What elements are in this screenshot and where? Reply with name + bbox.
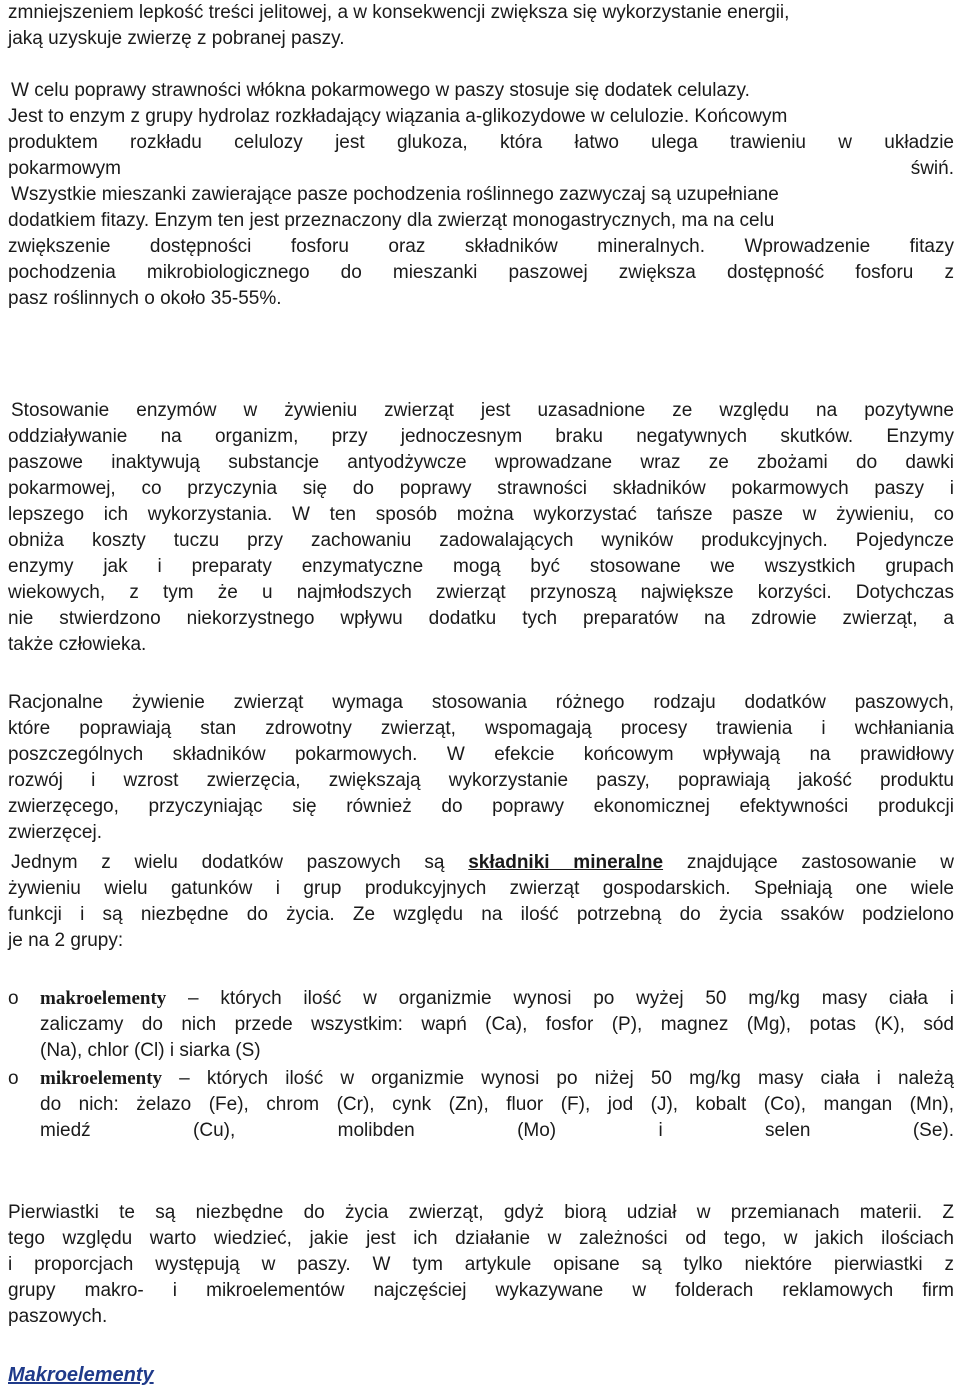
text-line: pokarmowym świń. (8, 158, 954, 179)
text-line: zaliczamy do nich przede wszystkim: wapń (Ca), fosfor (P), magnez (Mg), potas (K), sód (40, 1014, 954, 1035)
text-line: produktem rozkładu celulozy jest glukoza, która łatwo ulega trawieniu w układzie (8, 132, 954, 153)
text-line: Pierwiastki te są niezbędne do życia zwierząt, gdyż biorą udział w przemianach materii. Z (8, 1202, 954, 1223)
text-line: W celu poprawy strawności włókna pokarmowego w paszy stosuje się dodatek celulazy. (11, 80, 750, 101)
text-line: oddziaływanie na organizm, przy jednoczesnym braku negatywnych skutków. Enzymy (8, 426, 954, 447)
text-line: tego względu warto wiedzieć, jakie jest ich działanie w zależności od tego, w jakich ilościach (8, 1228, 954, 1249)
text-line: zwierzęcej. (8, 822, 102, 843)
list-bullet: o (8, 1068, 19, 1089)
text-line (11, 850, 954, 876)
text-line: jaką uzyskuje zwierzę z pobranej paszy. (8, 28, 345, 49)
text-line (40, 1066, 954, 1092)
text-line: które poprawiają stan zdrowotny zwierząt, wspomagają procesy trawienia i wchłaniania (8, 718, 954, 739)
text-line: enzymy jak i preparaty enzymatyczne mogą być stosowane we wszystkich grupach (8, 556, 954, 577)
text-line: Jest to enzym z grupy hydrolaz rozkładający wiązania a-glikozydowe w celulozie. Końcowym (8, 106, 788, 127)
text-run: znajdujące zastosowanie w (663, 852, 955, 873)
text-line: pokarmowej, co przyczynia się do poprawy strawności składników pokarmowych paszy i (8, 478, 954, 499)
text-run: – których ilość w organizmie wynosi po niżej 50 mg/kg masy ciała i należą (162, 1068, 954, 1089)
text-line: obniża koszty tuczu przy zachowaniu zadowalających wyników produkcyjnych. Pojedyncze (8, 530, 954, 551)
text-run: – których ilość w organizmie wynosi po wyżej 50 mg/kg masy ciała i (166, 988, 954, 1009)
text-line: (Na), chlor (Cl) i siarka (S) (40, 1040, 261, 1061)
text-line: Racjonalne żywienie zwierząt wymaga stosowania różnego rodzaju dodatków paszowych, (8, 692, 954, 713)
text-line: zwiększenie dostępności fosforu oraz składników mineralnych. Wprowadzenie fitazy (8, 236, 954, 257)
text-line: Wszystkie mieszanki zawierające pasze pochodzenia roślinnego zazwyczaj są uzupełniane (11, 184, 779, 205)
text-line (40, 986, 954, 1012)
text-line: pochodzenia mikrobiologicznego do mieszanki paszowej zwiększa dostępność fosforu z (8, 262, 954, 283)
text-line: wiekowych, z tym że u najmłodszych zwierząt przynoszą największe korzyści. Dotychczas (8, 582, 954, 603)
text-line: pasz roślinnych o około 35-55%. (8, 288, 282, 309)
text-line: i proporcjach występują w paszy. W tym artykule opisane są tylko niektóre pierwiastki z (8, 1254, 954, 1275)
text-line: lepszego ich wykorzystania. W ten sposób można wykorzystać tańsze pasze w żywieniu, co (8, 504, 954, 525)
term-makroelementy: makroelementy (40, 988, 167, 1009)
text-line: funkcji i są niezbędne do życia. Ze względu na ilość potrzebną do życia ssaków podzielono (8, 904, 954, 925)
text-line: także człowieka. (8, 634, 147, 655)
section-heading: Makroelementy (8, 1364, 154, 1386)
text-line: zmniejszeniem lepkość treści jelitowej, a w konsekwencji zwiększa się wykorzystanie energii, (8, 2, 790, 23)
text-line: miedź (Cu), molibden (Mo) i selen (Se). (40, 1120, 954, 1141)
text-line: dodatkiem fitazy. Enzym ten jest przeznaczony dla zwierząt monogastrycznych, ma na celu (8, 210, 775, 231)
list-bullet: o (8, 988, 19, 1009)
text-line: grupy makro- i mikroelementów najczęściej wykazywane w folderach reklamowych firm (8, 1280, 954, 1301)
text-line: żywieniu wielu gatunków i grup produkcyjnych zwierząt gospodarskich. Spełniają one wiele (8, 878, 954, 899)
term-mikroelementy: mikroelementy (40, 1068, 163, 1089)
emphasis-mineral: składniki mineralne (468, 852, 664, 873)
text-line: Stosowanie enzymów w żywieniu zwierząt jest uzasadnione ze względu na pozytywne (11, 400, 954, 421)
text-line: do nich: żelazo (Fe), chrom (Cr), cynk (Zn), fluor (F), jod (J), kobalt (Co), mangan (Mn), (40, 1094, 954, 1115)
text-line: nie stwierdzono niekorzystnego wpływu dodatku tych preparatów na zdrowie zwierząt, a (8, 608, 954, 629)
text-run: Jednym z wielu dodatków paszowych są (11, 852, 469, 873)
text-line: paszowe inaktywują substancje antyodżywcze wprowadzane wraz ze zbożami do dawki (8, 452, 954, 473)
text-line: rozwój i wzrost zwierzęcia, zwiększają wykorzystanie paszy, poprawiają jakość produktu (8, 770, 954, 791)
text-line: paszowych. (8, 1306, 108, 1327)
text-line: zwierzęcego, przyczyniając się również do poprawy ekonomicznej efektywności produkcji (8, 796, 954, 817)
text-line: je na 2 grupy: (8, 930, 124, 951)
text-line: poszczególnych składników pokarmowych. W efekcie końcowym wpływają na prawidłowy (8, 744, 954, 765)
